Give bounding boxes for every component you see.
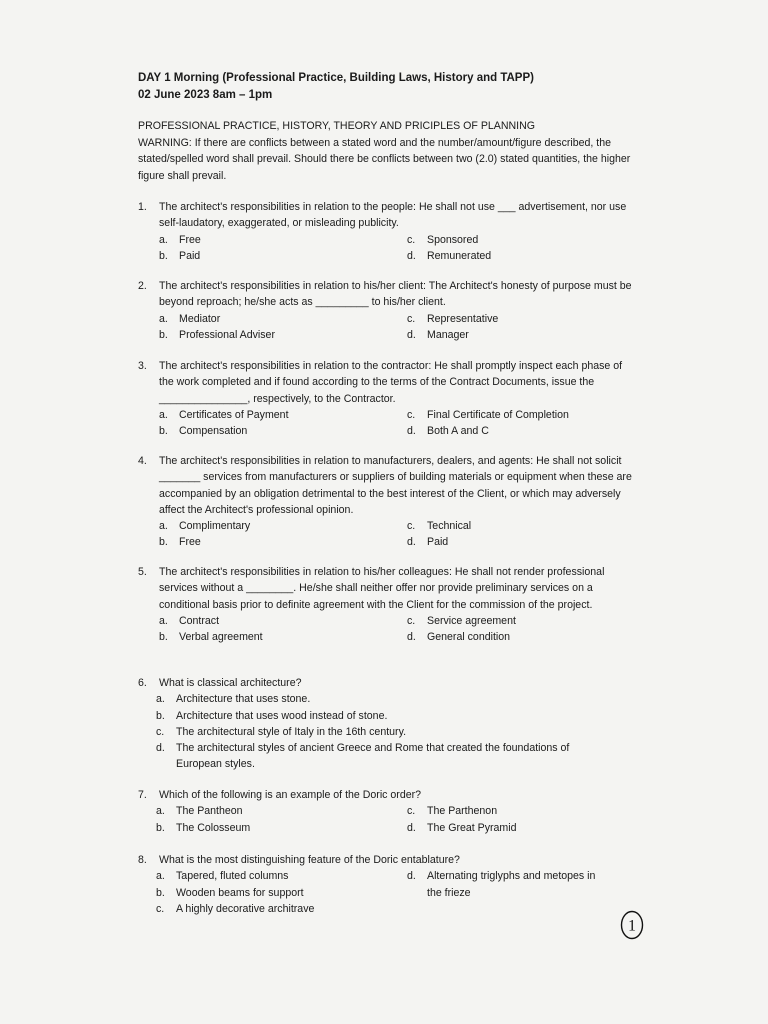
options [159, 407, 638, 440]
option-c: c. A highly decorative architrave [156, 902, 315, 915]
option-d: d. Alternating triglyphs and metopes in the frieze [407, 870, 596, 899]
question-number: 2. [138, 280, 147, 292]
question-text: What is classical architecture? [159, 677, 302, 689]
option-a: a. The Pantheon [156, 805, 243, 818]
warning-text: WARNING: If there are conflicts between a stated word and the number/amount/figure described, the stated/spelled word shall prevail. Should there be conflicts between two (2.0) stated quantities, the higher figure shall prevail. [138, 136, 631, 182]
option-b: b. Compensation [159, 425, 248, 438]
option-b: b. Paid [159, 249, 201, 262]
question-5 [138, 564, 638, 645]
option-b: b. Verbal agreement [159, 631, 263, 644]
header-title: DAY 1 Morning (Professional Practice, Building Laws, History and TAPP) [138, 72, 534, 84]
header-date: 02 June 2023 8am – 1pm [138, 89, 273, 101]
option-b: b. The Colosseum [156, 821, 251, 834]
option-b: b. Professional Adviser [159, 328, 275, 341]
question-text: What is the most distinguishing feature of the Doric entablature? [159, 854, 460, 866]
question-4 [138, 453, 638, 551]
question-text: Which of the following is an example of the Doric order? [159, 789, 422, 801]
option-d: d. Manager [407, 328, 469, 341]
options [156, 803, 638, 836]
option-c: c. Service agreement [407, 614, 516, 627]
option-b: b. Architecture that uses wood instead of stone. [156, 709, 388, 722]
question-number: 8. [138, 854, 147, 866]
question-1 [138, 199, 638, 264]
question-text: The architect's responsibilities in relation to the contractor: He shall promptly inspect each phase of the work completed and if found according to the terms of the Contract Documents, issue the _______________, respectively, to the Contractor. [159, 360, 623, 405]
question-number: 5. [138, 566, 147, 578]
option-c: c. The architectural style of Italy in the 16th century. [156, 725, 407, 738]
option-c: c. The Parthenon [407, 805, 498, 818]
question-number: 7. [138, 789, 147, 801]
page-number-mark [619, 910, 645, 940]
option-d: d. The architectural styles of ancient Greece and Rome that created the foundations of European styles. [156, 742, 570, 771]
question-8 [138, 852, 638, 917]
section-title: PROFESSIONAL PRACTICE, HISTORY, THEORY AND PRICIPLES OF PLANNING [138, 120, 535, 132]
option-d: d. Paid [407, 536, 449, 549]
question-number: 4. [138, 455, 147, 467]
question-text: The architect's responsibilities in relation to manufacturers, dealers, and agents: He shall not solicit _______ services from manufacturers or suppliers of building materials or equipment when these are accompanied by an obligation detrimental to the best interest of the Client, or which may adversely affect the Architect's professional opinion. [159, 455, 632, 516]
option-d: d. The Great Pyramid [407, 821, 517, 834]
question-text: The architect's responsibilities in relation to his/her colleagues: He shall not render professional services without a ________. He/she shall neither offer nor provide preliminary services on a conditional basis prior to definite agreement with the Client for the commission of the project. [159, 566, 605, 611]
question-number: 6. [138, 677, 147, 689]
instructions [138, 118, 638, 184]
question-2 [138, 278, 638, 343]
option-a: a. Contract [159, 614, 220, 627]
question-text: The architect's responsibilities in relation to his/her client: The Architect's honesty of purpose must be beyond reproach; he/she acts as _________ to his/her client. [159, 280, 632, 309]
options [159, 232, 638, 265]
option-d: d. Both A and C [407, 425, 489, 438]
question-text: The architect's responsibilities in relation to the people: He shall not use ___ advertisement, nor use self-laudatory, exaggerated, or misleading publicity. [159, 201, 627, 230]
question-6 [138, 675, 638, 773]
options [159, 613, 638, 646]
option-c: c. Sponsored [407, 233, 479, 246]
option-a: a. Tapered, fluted columns [156, 870, 289, 883]
option-c: c. Final Certificate of Completion [407, 408, 569, 421]
option-a: a. Complimentary [159, 520, 251, 533]
option-d: d. General condition [407, 631, 511, 644]
option-a: a. Mediator [159, 312, 221, 325]
options [156, 691, 608, 772]
exam-header [138, 70, 534, 104]
option-a: a. Certificates of Payment [159, 408, 289, 421]
options [159, 311, 638, 344]
option-a: a. Architecture that uses stone. [156, 693, 311, 706]
options [156, 868, 638, 917]
option-b: b. Free [159, 536, 201, 549]
option-c: c. Representative [407, 312, 499, 325]
option-a: a. Free [159, 233, 201, 246]
options [159, 518, 638, 551]
question-number: 3. [138, 360, 147, 372]
option-c: c. Technical [407, 520, 472, 533]
option-d: d. Remunerated [407, 249, 492, 262]
question-3 [138, 358, 638, 439]
page-number: 1 [628, 917, 636, 935]
question-number: 1. [138, 201, 147, 213]
option-b: b. Wooden beams for support [156, 886, 304, 899]
question-7 [138, 787, 638, 836]
